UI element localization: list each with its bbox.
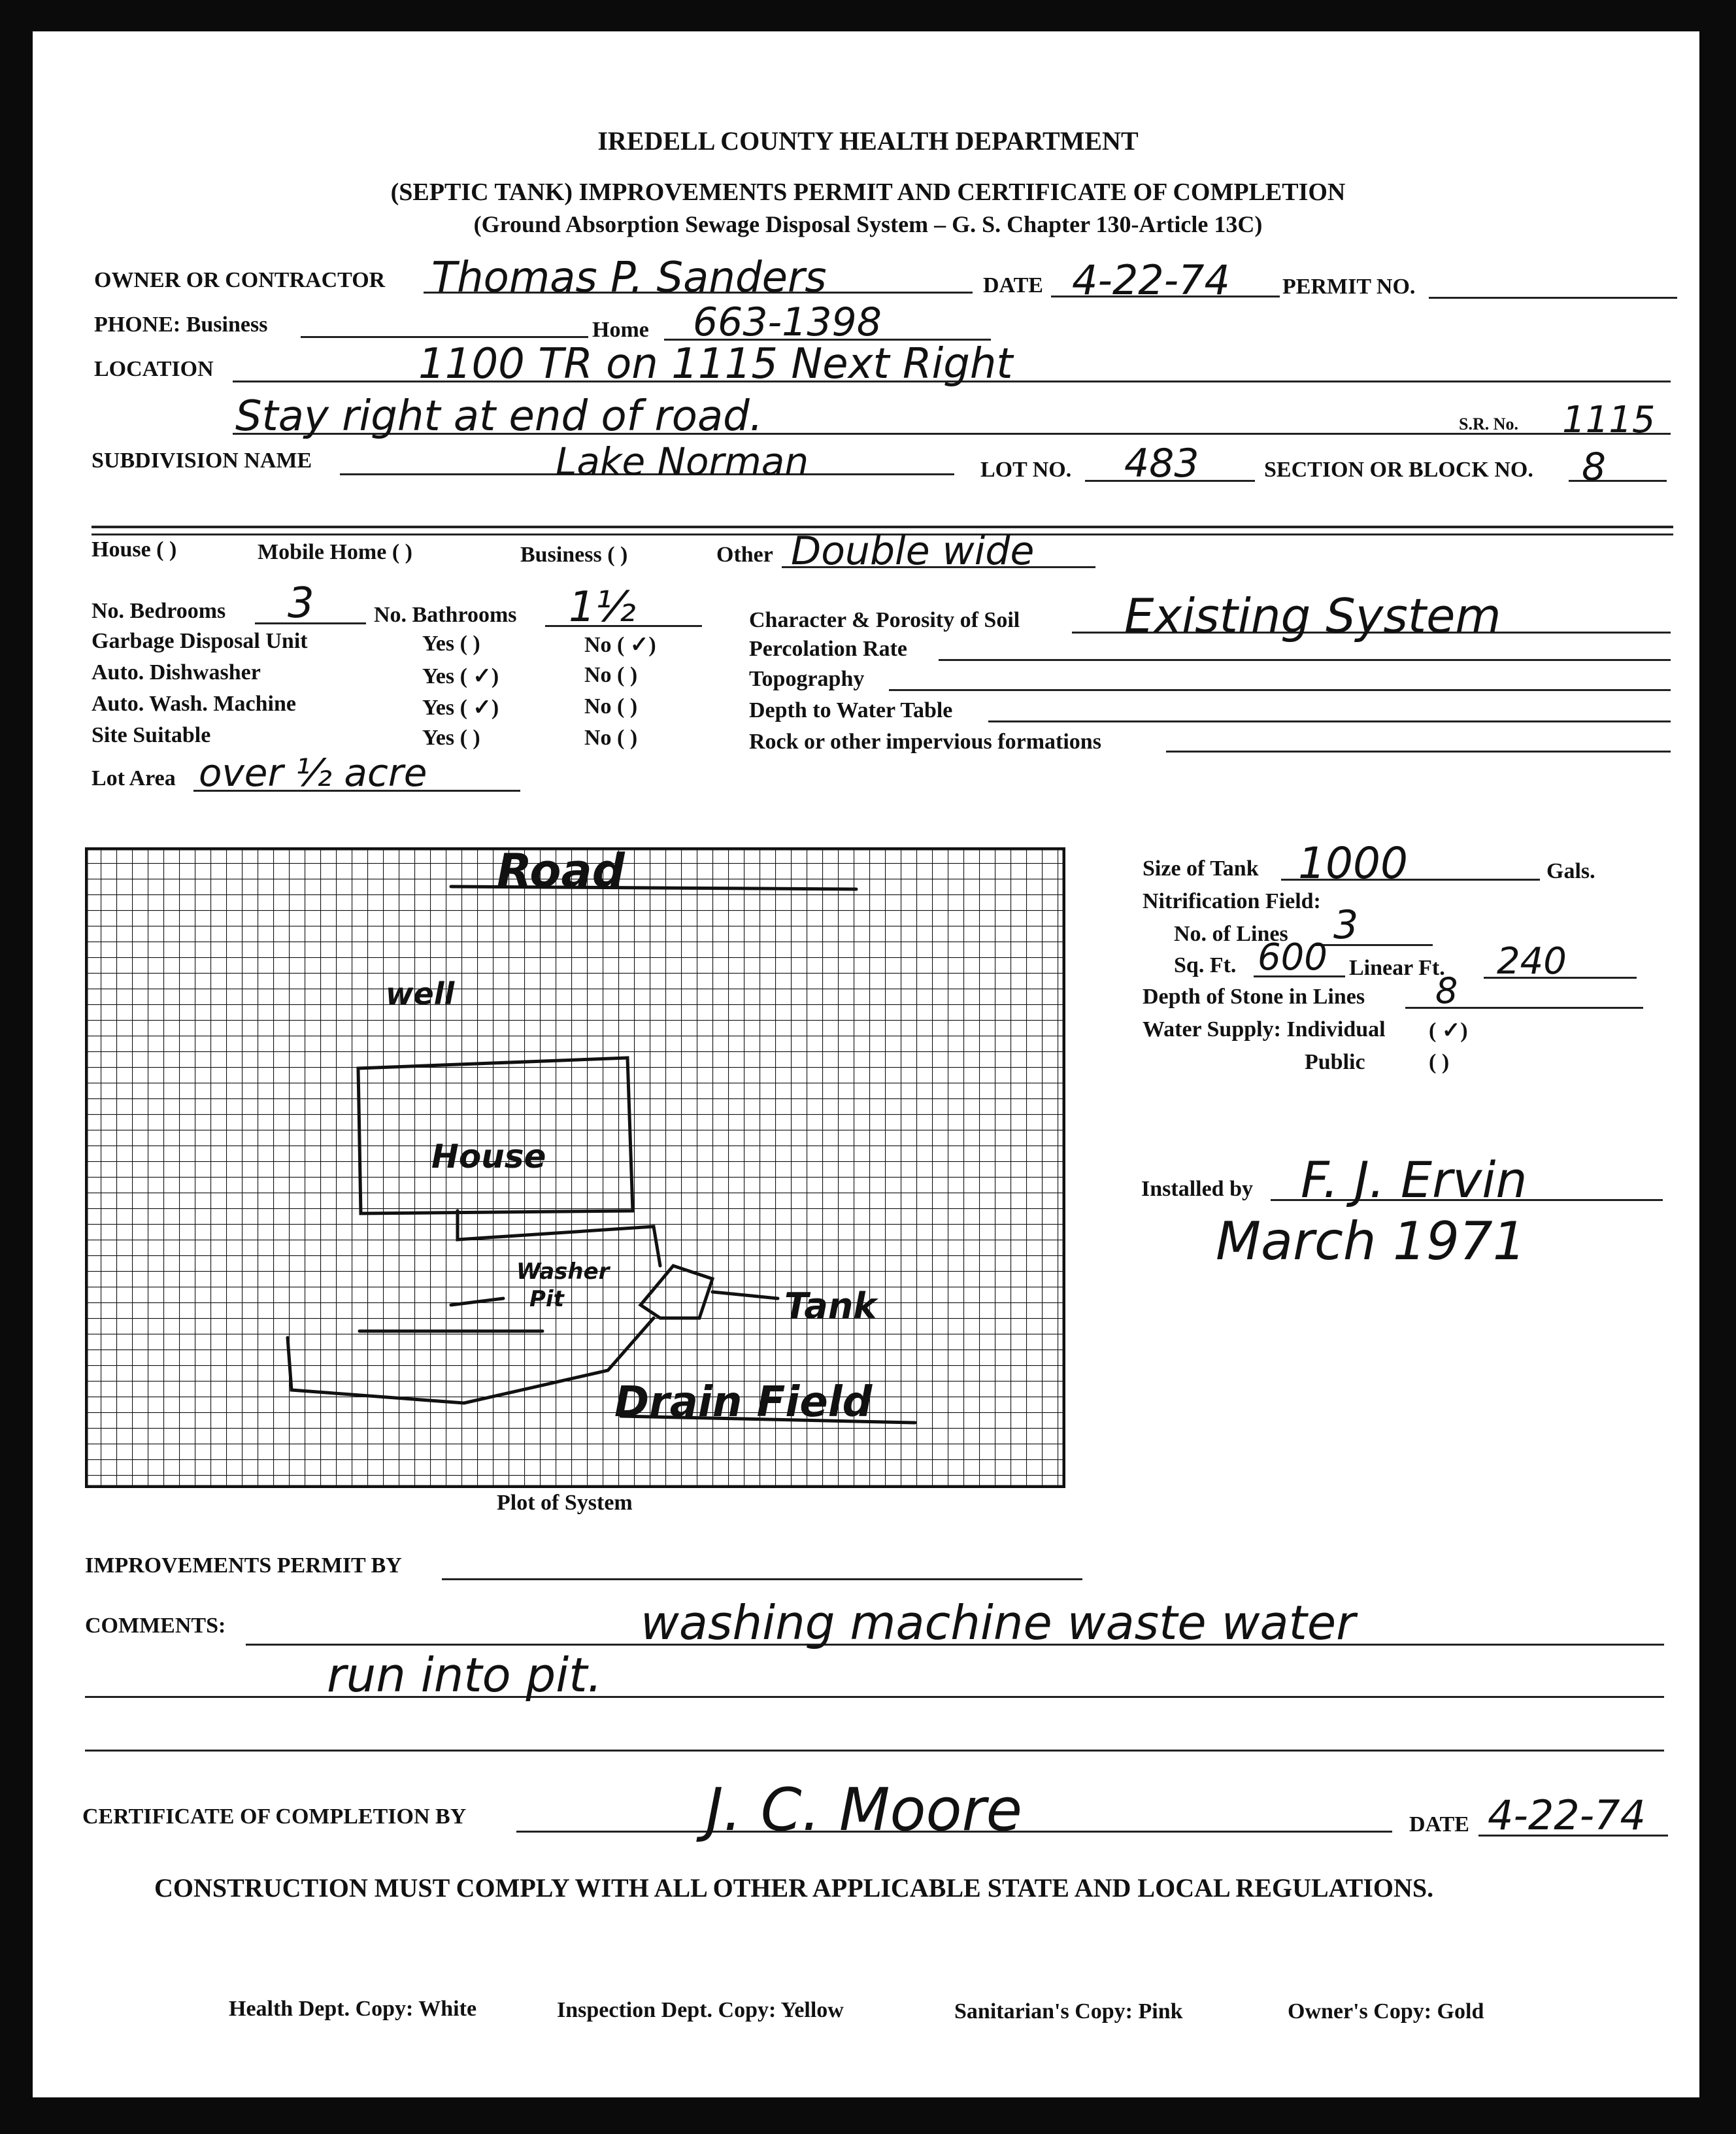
form-subtitle: (Ground Absorption Sewage Disposal System – G. S. Chapter 130-Article 13C) [473, 211, 1263, 237]
installed-date: March 1971 [1216, 1211, 1526, 1272]
home-phone-value: 663-1398 [693, 299, 882, 345]
owner-label: OWNER OR CONTRACTOR [94, 268, 386, 292]
bathrooms-value: 1½ [569, 583, 636, 632]
rock-line [1166, 751, 1671, 753]
plot-caption: Plot of System [497, 1491, 633, 1515]
comment-line-2: run into pit. [327, 1648, 603, 1702]
subdivision-label: SUBDIVISION NAME [92, 449, 312, 473]
water-table-line [988, 720, 1671, 722]
scan-edge-right [1699, 0, 1736, 2134]
wash-machine-label: Auto. Wash. Machine [92, 692, 296, 716]
lot-no-value: 483 [1124, 441, 1199, 486]
copy-health-dept: Health Dept. Copy: White [229, 1997, 477, 2021]
permit-no-label: PERMIT NO. [1282, 275, 1416, 299]
location-line-2-value: Stay right at end of road. [235, 392, 763, 441]
sq-ft-value: 600 [1258, 936, 1327, 979]
topography-label: Topography [749, 667, 865, 691]
comment-line-1: washing machine waste water [641, 1595, 1356, 1650]
water-table-label: Depth to Water Table [749, 698, 953, 722]
section-label: SECTION OR BLOCK NO. [1264, 458, 1533, 482]
comments-line-2 [85, 1696, 1664, 1698]
department-title: IREDELL COUNTY HEALTH DEPARTMENT [597, 126, 1139, 156]
phone-business-line [301, 336, 588, 338]
permit-no-line [1429, 297, 1677, 299]
no-of-lines-value: 3 [1333, 902, 1359, 948]
lot-area-label: Lot Area [92, 766, 176, 790]
section-value: 8 [1582, 445, 1606, 489]
scan-edge-top [0, 0, 1736, 31]
tank-size-label: Size of Tank [1143, 856, 1259, 881]
bathrooms-label: No. Bathrooms [374, 603, 517, 627]
certificate-date-value: 4-22-74 [1488, 1791, 1646, 1839]
plot-of-system [85, 847, 1065, 1488]
gals-label: Gals. [1546, 859, 1595, 883]
stone-depth-value: 8 [1435, 970, 1458, 1011]
home-phone-label: Home [592, 318, 649, 342]
other-value: Double wide [791, 528, 1035, 574]
comments-label: COMMENTS: [85, 1614, 226, 1638]
sr-no-label: S.R. No. [1459, 415, 1519, 433]
topography-line [889, 689, 1671, 691]
no-of-lines-line [1315, 944, 1433, 946]
location-line-1-value: 1100 TR on 1115 Next Right [418, 340, 1013, 388]
copy-owner: Owner's Copy: Gold [1288, 1999, 1484, 2024]
plot-label-house: House [431, 1138, 546, 1176]
certificate-label: CERTIFICATE OF COMPLETION BY [82, 1804, 467, 1829]
lot-no-label: LOT NO. [980, 458, 1072, 482]
plot-label-drain-field: Drain Field [614, 1378, 873, 1427]
date-value: 4-22-74 [1072, 256, 1230, 304]
plot-label-well: well [386, 976, 455, 1011]
stone-depth-label: Depth of Stone in Lines [1143, 985, 1365, 1009]
installed-by-label: Installed by [1141, 1177, 1253, 1201]
comments-line-3 [85, 1750, 1664, 1752]
garbage-disposal-yes: Yes ( ) [422, 632, 480, 656]
scan-edge-left [0, 0, 33, 2134]
certificate-signature: J. C. Moore [706, 1776, 1022, 1844]
perc-rate-label: Percolation Rate [749, 637, 908, 661]
certificate-date-label: DATE [1409, 1812, 1469, 1837]
garbage-disposal-label: Garbage Disposal Unit [92, 629, 308, 653]
plot-label-road: Road [497, 847, 625, 898]
lot-area-value: over ½ acre [199, 751, 427, 795]
dishwasher-yes: Yes ( ✓) [422, 664, 499, 688]
linear-ft-label: Linear Ft. [1349, 956, 1445, 980]
form-title: (SEPTIC TANK) IMPROVEMENTS PERMIT AND CERTIFICATE OF COMPLETION [390, 178, 1346, 206]
plot-label-tank: Tank [784, 1285, 877, 1327]
site-suitable-label: Site Suitable [92, 723, 211, 747]
nitrification-label: Nitrification Field: [1143, 889, 1321, 913]
rock-label: Rock or other impervious formations [749, 730, 1101, 754]
garbage-disposal-no: No ( ✓) [584, 633, 656, 657]
site-suitable-no: No ( ) [584, 726, 638, 750]
bedrooms-value: 3 [288, 579, 314, 628]
water-public-label: Public [1305, 1050, 1365, 1074]
bedrooms-label: No. Bedrooms [92, 599, 226, 623]
plot-grid-drawing [85, 847, 1065, 1488]
sq-ft-label: Sq. Ft. [1174, 953, 1237, 977]
business-checkbox: Business ( ) [520, 543, 628, 567]
water-supply-label: Water Supply: Individual [1143, 1017, 1386, 1042]
water-individual-mark: ( ✓) [1429, 1019, 1468, 1043]
tank-size-value: 1000 [1298, 838, 1408, 889]
linear-ft-value: 240 [1497, 940, 1567, 983]
wash-machine-no: No ( ) [584, 694, 638, 719]
dishwasher-no: No ( ) [584, 663, 638, 687]
mobile-home-checkbox: Mobile Home ( ) [258, 540, 412, 564]
water-public-mark: ( ) [1429, 1050, 1450, 1074]
dishwasher-label: Auto. Dishwasher [92, 660, 261, 685]
permit-by-line [442, 1578, 1082, 1580]
no-of-lines-label: No. of Lines [1174, 922, 1288, 946]
compliance-notice: CONSTRUCTION MUST COMPLY WITH ALL OTHER APPLICABLE STATE AND LOCAL REGULATIONS. [154, 1873, 1434, 1903]
plot-label-pit: Pit [529, 1286, 564, 1312]
perc-rate-line [939, 659, 1671, 661]
house-checkbox: House ( ) [92, 537, 177, 562]
other-label: Other [716, 543, 773, 567]
location-label: LOCATION [94, 357, 214, 381]
copy-inspection-dept: Inspection Dept. Copy: Yellow [557, 1998, 844, 2022]
permit-by-label: IMPROVEMENTS PERMIT BY [85, 1553, 402, 1578]
owner-value: Thomas P. Sanders [431, 254, 827, 302]
phone-business-label: PHONE: Business [94, 313, 268, 337]
plot-label-washer: Washer [516, 1259, 610, 1285]
soil-character-label: Character & Porosity of Soil [749, 608, 1020, 632]
soil-character-value: Existing System [1124, 588, 1501, 643]
subdivision-value: Lake Norman [556, 439, 809, 484]
wash-machine-yes: Yes ( ✓) [422, 696, 499, 720]
scan-edge-bottom [0, 2097, 1736, 2134]
site-suitable-yes: Yes ( ) [422, 726, 480, 750]
sr-no-value: 1115 [1562, 399, 1656, 441]
installed-by-value: F. J. Ervin [1301, 1151, 1527, 1209]
date-label: DATE [983, 273, 1043, 297]
copy-sanitarian: Sanitarian's Copy: Pink [954, 1999, 1183, 2024]
